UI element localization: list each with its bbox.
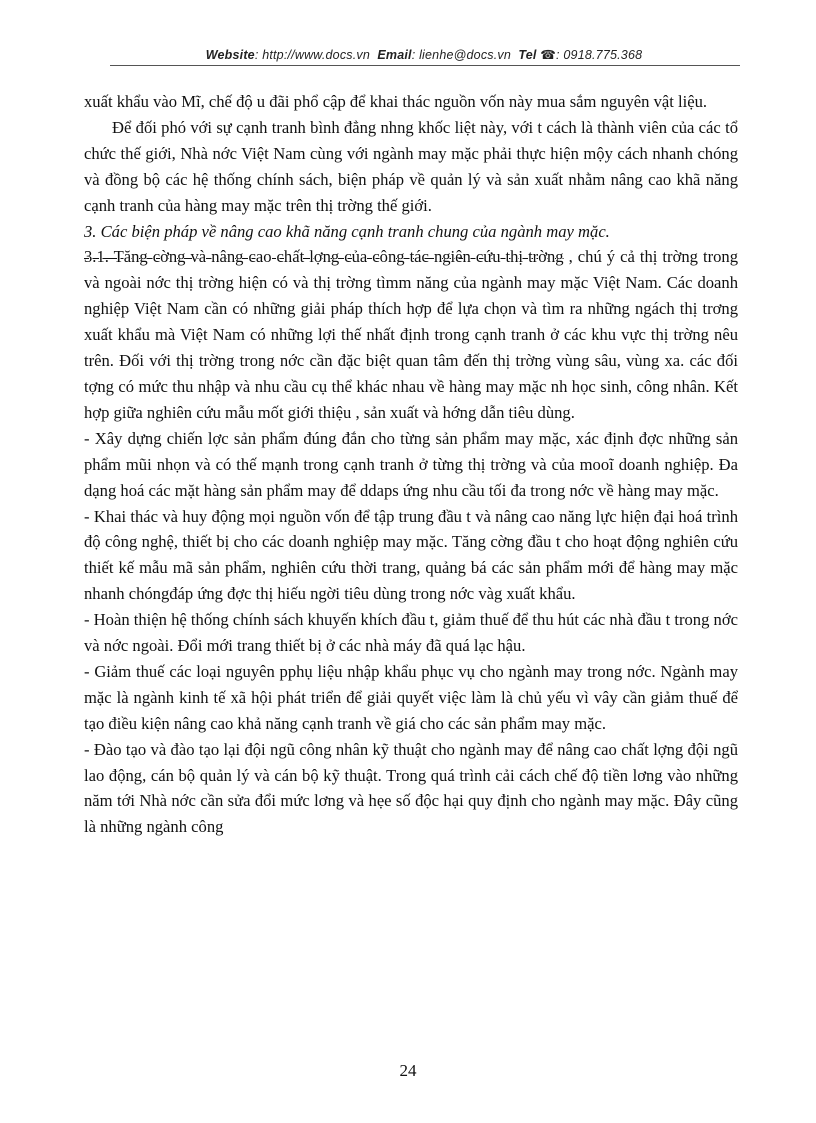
telephone-icon: ☎ (540, 48, 557, 62)
website-label: Website (205, 48, 255, 62)
tel-label: Tel (518, 48, 537, 62)
bullet-investment: - Khai thác và huy động mọi nguồn vốn để tập trung đầu t và nâng cao năng lực hiện đại hoá trình độ công nghệ, thiết bị cho các doanh nghiệp may mặc. Tăng cờng đầu t cho hoạt động nghiên cứu thiết kế mẫu mã sản phẩm, nghiên cứu thời trang, quảng bá các sản phẩm mới để hàng may mặc nhanh chóngđáp ứng đợc thị hiếu ngời tiêu dùng trong nớc vàg xuất khẩu. (84, 506, 738, 604)
document-body (84, 89, 738, 840)
bullet-product-strategy: - Xây dựng chiến lợc sản phẩm đúng đắn cho từng sản phẩm may mặc, xác định đợc những sản phẩm mũi nhọn và có thế mạnh trong cạnh tranh ở từng thị trờng và của mooĩ doanh nghiệp. Đa dạng hoá các mặt hàng sản phẩm may để ddaps ứng nhu cầu tối đa trong nớc về hàng may mặc. (84, 428, 738, 500)
website-value: : http://www.docs.vn (254, 48, 371, 62)
bullet-training: - Đào tạo và đào tạo lại đội ngũ công nhân kỹ thuật cho ngành may để nâng cao chất lợng đội ngũ lao động, cán bộ quản lý và cán bộ kỹ thuật. Trong quá trình cải cách chế độ tiền lơng vào những năm tới Nhà nớc cần sửa đổi mức lơng và hẹe số độc hại quy định cho ngành may mặc. Đây cũng là những ngành công (84, 739, 738, 837)
email-label: Email (377, 48, 412, 62)
subsection-title: 3.1. Tăng cờng và nâng cao chất lợng của công tác ngiên cứu thị trờng (84, 247, 564, 267)
section-heading: 3. Các biện pháp về nâng cao khã năng cạnh tranh chung của ngành may mặc. (84, 221, 610, 241)
paragraph-subsection-3-1 (84, 244, 738, 425)
subsection-text: , chú ý cả thị trờng trong và ngoài nớc thị trờng hiện có và thị trờng tìmm năng của ngành may mặc Việt Nam. Các doanh nghiệp Việt Nam cần có những giải pháp thích hợp để lựa chọn và tìm ra những ngách thị trơng xuất khẩu mà Việt Nam có những lợi thế nhất định trong cạnh tranh ở các khu vực thị trờng nêu trên. Đối với thị trờng trong nớc cần đặc biệt quan tâm đến thị trờng vùng sâu, vùng xa. các đối tợng có mức thu nhập và nhu cầu cụ thể khác nhau về hàng may mặc nh học sinh, công nhân. Kết hợp giữa nghiên cứu mẫu mốt giới thiệu , sản xuất và hớng dẫn tiêu dùng. (84, 247, 738, 422)
header-divider (110, 65, 740, 66)
bullet-policy: - Hoàn thiện hệ thống chính sách khuyến khích đầu t, giảm thuế để thu hút các nhà đầu t trong nớc và nớc ngoài. Đổi mới trang thiết bị ở các nhà máy đã quá lạc hậu. (84, 610, 738, 656)
email-value: : lienhe@docs.vn (411, 48, 512, 62)
bullet-tax: - Giảm thuế các loại nguyên pphụ liệu nhập khẩu phục vụ cho ngành may trong nớc. Ngành may mặc là ngành kinh tế xã hội phát triển để giải quyết việc làm là chủ yếu vì vây cần giảm thuế để tạo điều kiện nâng cao khả năng cạnh tranh về giá cho các sản phẩm may mặc. (84, 661, 738, 733)
page-number: 24 (399, 1061, 417, 1080)
paragraph-competition: Để đối phó với sự cạnh tranh bình đẳng nhng khốc liệt này, với t cách là thành viên của các tổ chức thế giới, Nhà nớc Việt Nam cùng với ngành may mặc phải thực hiện mộy cách nhanh chóng và đồng bộ các hệ thống chính sách, biện pháp về quản lý và sản xuất nhằm nâng cao khã năng cạnh tranh của hàng may mặc trên thị trờng thế giới. (84, 117, 738, 215)
tel-value: : 0918.775.368 (556, 48, 643, 62)
page-header (110, 47, 738, 62)
paragraph-continuation: xuất khẩu vào Mĩ, chế độ u đãi phổ cập để khai thác nguồn vốn này mua sắm nguyên vật liệu. (84, 92, 708, 111)
